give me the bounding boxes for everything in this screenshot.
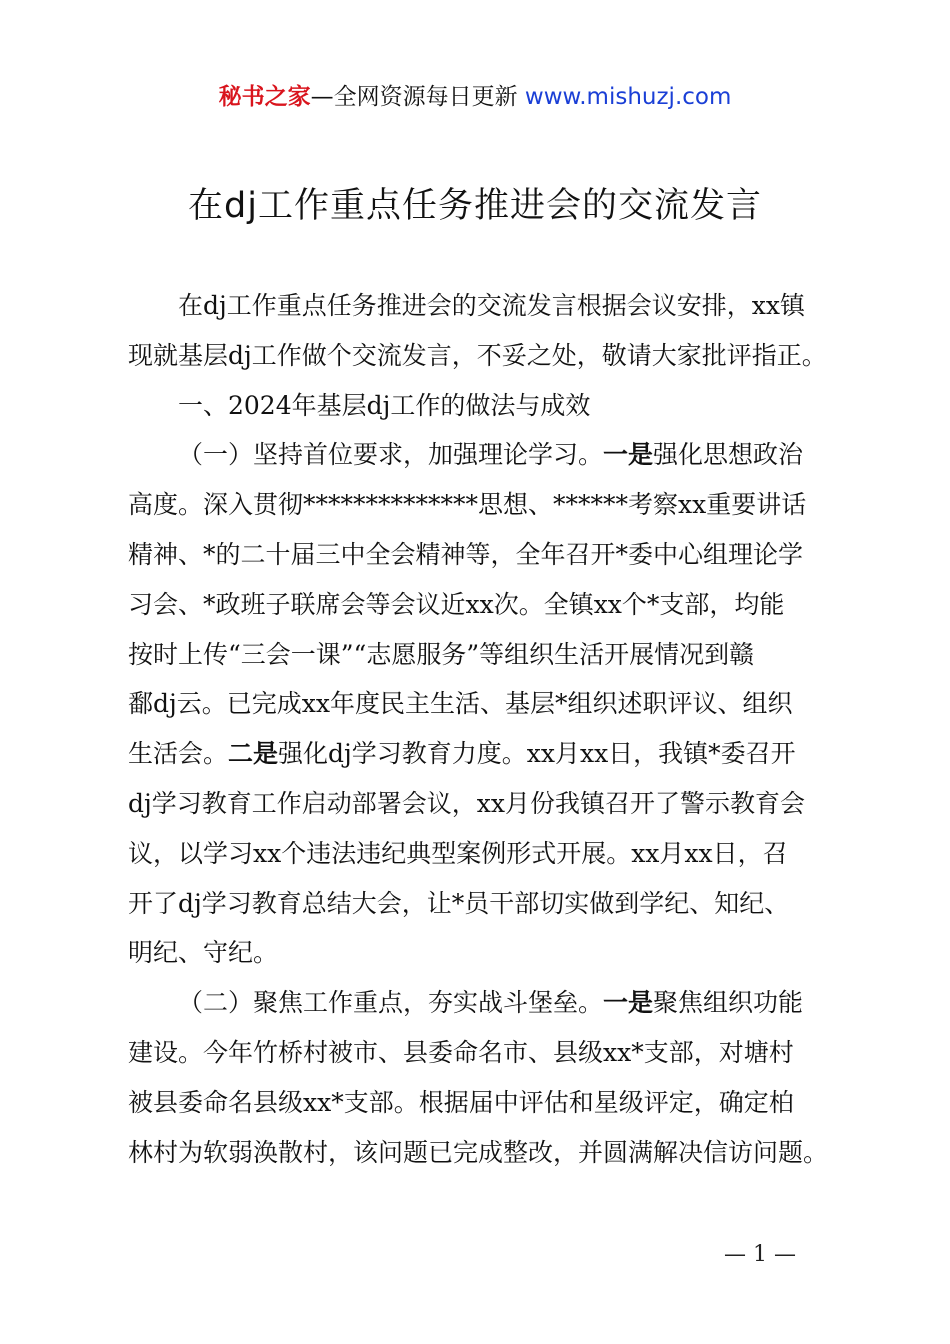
paragraph-2-line-5: 按时上传“三会一课”“志愿服务”等组织生活开展情况到赣 [128, 639, 755, 669]
paragraph-2-line-7-start: 生活会。 [128, 739, 229, 769]
paragraph-1-line-2: 现就基层dj工作做个交流发言，不妥之处，敬请大家批评指正。 [128, 340, 827, 370]
document-title: 在dj工作重点任务推进会的交流发言 [188, 186, 762, 226]
paragraph-2-line-7-rest: 强化dj学习教育力度。xx月xx日，我镇*委召开 [278, 739, 796, 769]
section-heading-1: 一、2024年基层dj工作的做法与成效 [178, 390, 591, 420]
paragraph-2-line-8: dj学习教育工作启动部署会议，xx月份我镇召开了警示教育会 [128, 788, 805, 818]
paragraph-2-line-1 [128, 430, 836, 480]
subheading-1: （一）坚持首位要求，加强理论学习。 [178, 440, 604, 470]
paragraph-2-line-3: 精神、*的二十届三中全会精神等，全年召开*委中心组理论学 [128, 539, 804, 569]
paragraph-3-line-1 [128, 978, 836, 1028]
paragraph-2-line-10: 开了dj学习教育总结大会，让*员干部切实做到学纪、知纪、 [128, 888, 790, 918]
document-body [128, 281, 836, 1177]
paragraph-3-line-3: 被县委命名县级xx*支部。根据届中评估和星级评定，确定柏 [128, 1087, 794, 1117]
paragraph-2-line-1-rest: 强化思想政治 [653, 440, 804, 470]
banner-brand: 秘书之家 [218, 84, 311, 110]
banner-url[interactable]: www.mishuzj.com [524, 84, 732, 110]
paragraph-3-line-4: 林村为软弱涣散村，该问题已完成整改，并圆满解决信访问题。 [128, 1137, 829, 1167]
paragraph-2-line-6: 鄱dj云。已完成xx年度民主生活、基层*组织述职评议、组织 [128, 689, 793, 719]
paragraph-3-line-2: 建设。今年竹桥村被市、县委命名市、县级xx*支部，对塘村 [128, 1037, 794, 1067]
paragraph-2-line-2: 高度。深入贯彻**************思想、******考察xx重要讲话 [128, 490, 807, 520]
source-banner [0, 80, 950, 114]
paragraph-2-line-7 [128, 729, 836, 779]
paragraph-1-line-1: 在dj工作重点任务推进会的交流发言根据会议安排，xx镇 [178, 291, 805, 320]
bold-marker-second: 二是 [228, 739, 279, 769]
paragraph-3-line-1-rest: 聚焦组织功能 [653, 988, 804, 1018]
page-number: — 1 — [724, 1242, 796, 1267]
subheading-2: （二）聚焦工作重点，夯实战斗堡垒。 [178, 988, 604, 1018]
paragraph-2-line-11: 明纪、守纪。 [128, 938, 279, 968]
bold-marker-first-2: 一是 [603, 988, 654, 1018]
paragraph-2-line-4: 习会、*政班子联席会等会议近xx次。全镇xx个*支部，均能 [128, 589, 785, 619]
banner-slogan: —全网资源每日更新 [310, 84, 525, 110]
bold-marker-first: 一是 [603, 440, 654, 470]
paragraph-2-line-9: 议，以学习xx个违法违纪典型案例形式开展。xx月xx日，召 [128, 838, 788, 868]
